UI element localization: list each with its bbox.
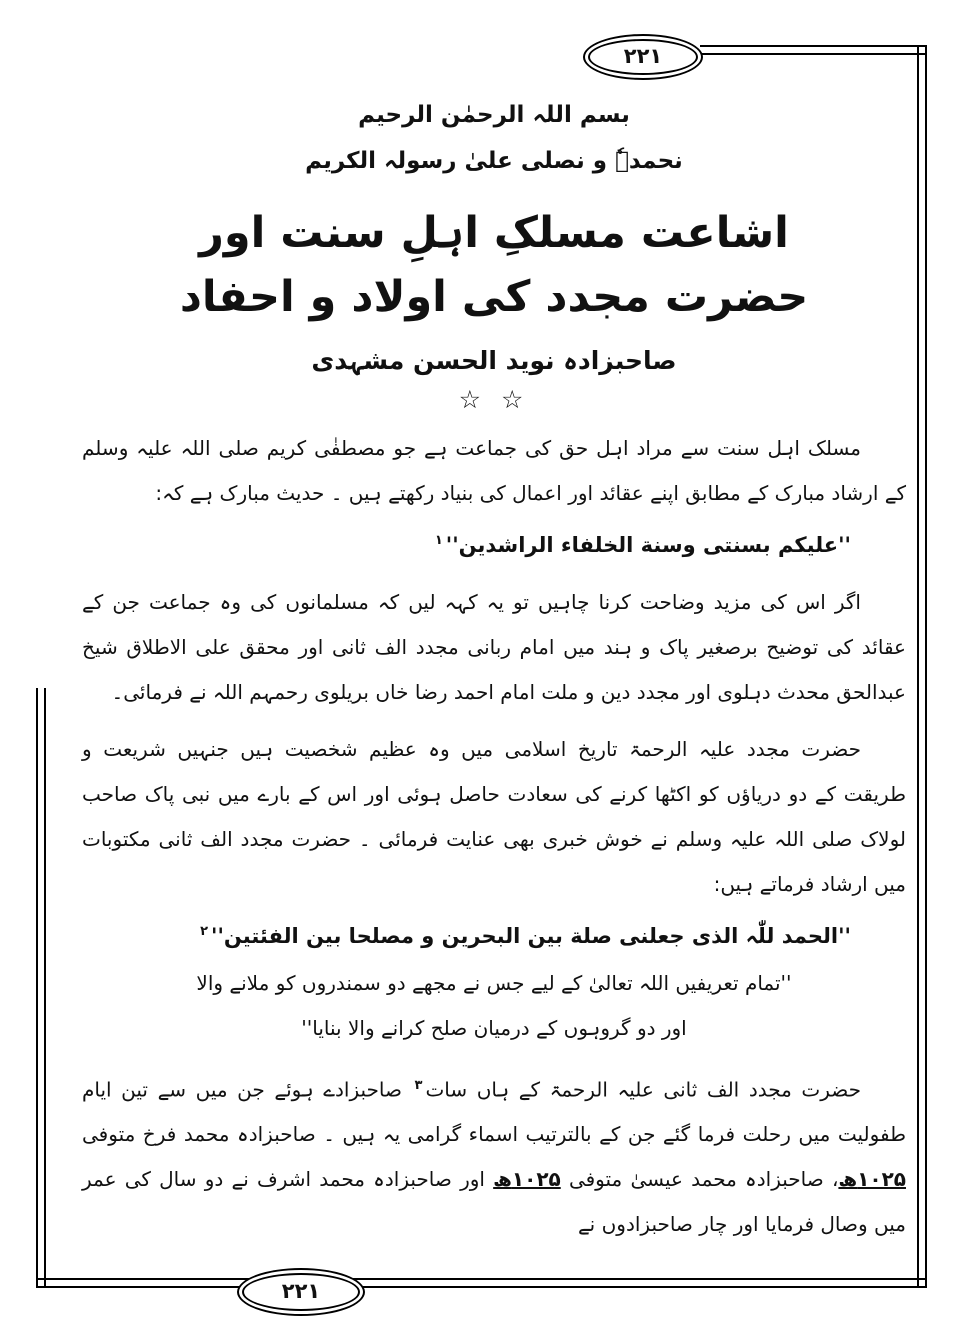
hijri-year-2: ۱۰۲۵ھ [493, 1167, 561, 1192]
page-content [82, 102, 906, 1247]
hamd-salat-line: نحمدہٗ و نصلی علیٰ رسولہ الکریم [305, 148, 683, 174]
page-number-bottom: ۲۲۱ [281, 1278, 321, 1303]
paragraph-2: اگر اس کی مزید وضاحت کرنا چاہیں تو یہ کہہ لیں کہ مسلمانوں کی وہ جماعت جن کے عقائد کی توضیح برصغیر پاک و ہند میں امام ربانی مجدد الف ثانی اور محقق علی الاطلاق شیخ عبدالحق محدث دہلوی اور مجدد دین و ملت امام احمد رضا خاں بریلوی رحمہم اللہ نے فرمائی۔ [82, 589, 906, 704]
footnote-marker-3: ۳ [414, 1077, 423, 1093]
title-line-1: اشاعت مسلکِ اہلِ سنت اور [199, 208, 789, 258]
border-top-double-line [700, 45, 926, 55]
border-left-double-line [36, 688, 46, 1288]
page-number-badge-top-inner [588, 39, 698, 75]
footnote-marker-1: ۱ [434, 532, 443, 548]
paragraph-4-text-b: صاحبزادے ہوئے جن میں سے تین ایام طفولیت میں رحلت فرما گئے جن کے بالترتیب اسماء گرامی یہ ہیں ۔ صاحبزادہ محمد فرخ متوفی [82, 1077, 906, 1147]
paragraph-3: حضرت مجدد علیہ الرحمۃ تاریخ اسلامی میں وہ عظیم شخصیت ہیں جنہیں شریعت و طریقت کے دو دریاؤں کو اکٹھا کرنے کی سعادت حاصل ہوئی اور اس کے بارے میں نبی پاک صاحب لولاک صلی اللہ علیہ وسلم نے خوش خبری بھی عنایت فرمائی ۔ حضرت مجدد الف ثانی مکتوبات میں ارشاد فرماتے ہیں: [82, 736, 906, 896]
page-number-badge-top [583, 34, 703, 80]
footnote-marker-2: ۲ [200, 923, 209, 939]
paragraph-4-text-c: ، صاحبزادہ محمد عیسیٰ متوفی [560, 1167, 839, 1192]
border-bottom-double-line [36, 1278, 927, 1288]
arabic-quote-2 [82, 909, 906, 959]
paragraph-4-text-d: اور صاحبزادہ محمد اشرف نے دو سال کی عمر میں وصال فرمایا اور چار صاحبزادوں نے [82, 1167, 906, 1237]
title-line-2: حضرت مجدد کی اولاد و احفاد [179, 271, 809, 322]
paragraph-4 [82, 1063, 906, 1248]
bismillah-line: بسم اللہ الرحمٰن الرحیم [358, 102, 630, 128]
hijri-year-1: ۱۰۲۵ھ [838, 1167, 906, 1192]
quote-1-text: ''علیکم بسنتی وسنة الخلفاء الراشدین'' [445, 532, 851, 557]
page-number-top: ۲۲۱ [623, 43, 663, 68]
quote-2-text: ''الحمد للّٰہ الذی جعلنی صلة بین البحرین و مصلحا بین الفئتین'' [211, 923, 851, 948]
quote-translation: ''تمام تعریفیں اللہ تعالیٰ کے لیے جس نے مجھے دو سمندروں کو ملانے والا اور دو گروہوں کے درمیان صلح کرانے والا بنایا'' [196, 970, 792, 1040]
paragraph-1: مسلک اہل سنت سے مراد اہل حق کی جماعت ہے جو مصطفٰی کریم صلی اللہ علیہ وسلم کے ارشاد مبارک کے مطابق اپنے عقائد اور اعمال کی بنیاد رکھتے ہیں ۔ حدیث مبارک ہے کہ: [82, 435, 906, 505]
paragraph-4-text-a: حضرت مجدد الف ثانی علیہ الرحمۃ کے ہاں سات [425, 1077, 861, 1102]
border-right-double-line [917, 45, 927, 1288]
page-number-badge-bottom-inner [242, 1273, 360, 1311]
arabic-quote-1 [82, 518, 906, 568]
author-byline: صاحبزادہ نوید الحسن مشہدی [311, 345, 677, 375]
page-number-badge-bottom [237, 1268, 365, 1316]
star-ornament: ☆ ☆ [458, 384, 530, 414]
